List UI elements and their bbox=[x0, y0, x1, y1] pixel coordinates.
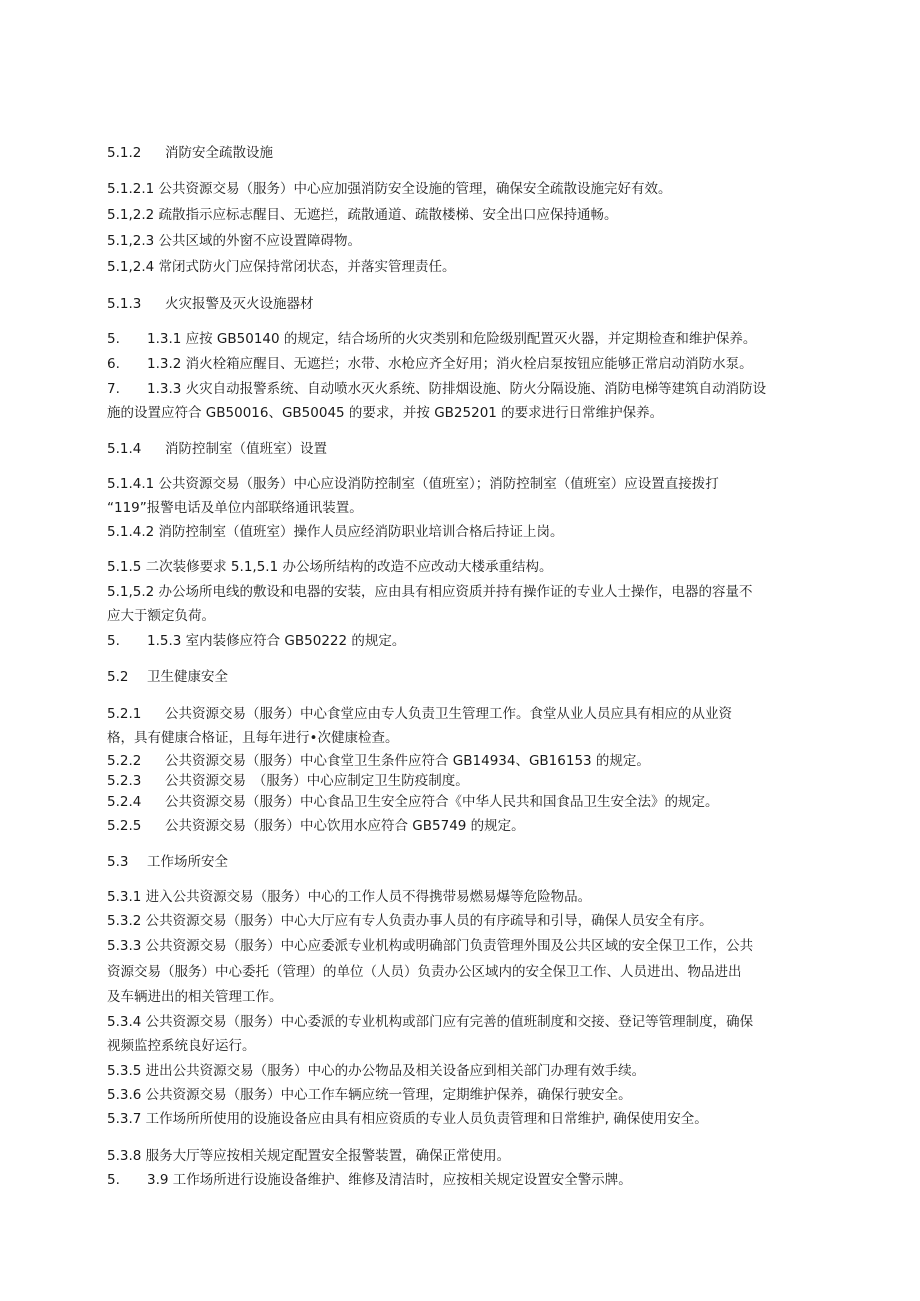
heading-5-3: 5.3 工作场所安全 bbox=[107, 854, 228, 870]
paragraph-line: 5.3.6 公共资源交易（服务）中心工作车辆应统一管理，定期维护保养，确保行驶安全。 bbox=[107, 1087, 632, 1103]
paragraph-line: 5.1.2.1 公共资源交易（服务）中心应加强消防安全设施的管理，确保安全疏散设施完好有效。 bbox=[107, 181, 672, 197]
paragraph-line: 7. 1.3.3 火灾自动报警系统、自动喷水灭火系统、防排烟设施、防火分隔设施、消防电梯等建筑自动消防设 bbox=[107, 381, 767, 397]
paragraph-line: 5. 1.5.3 室内装修应符合 GB50222 的规定。 bbox=[107, 633, 406, 649]
paragraph-line: 5. 3.9 工作场所进行设施设备维护、维修及清洁时，应按相关规定设置安全警示牌。 bbox=[107, 1172, 632, 1188]
paragraph-line: 5.1,2.2 疏散指示应标志醒目、无遮拦，疏散通道、疏散楼梯、安全出口应保持通畅。 bbox=[107, 207, 618, 223]
paragraph-line: 5.2.2 公共资源交易（服务）中心食堂卫生条件应符合 GB14934、GB16153 的规定。 bbox=[107, 753, 650, 769]
paragraph-line: 5.1,5.2 办公场所电线的敷设和电器的安装，应由具有相应资质并持有操作证的专业人士操作，电器的容量不 bbox=[107, 584, 753, 600]
heading-5-2: 5.2 卫生健康安全 bbox=[107, 669, 228, 685]
heading-5-1-2: 5.1.2 消防安全疏散设施 bbox=[107, 145, 273, 161]
paragraph-line: 5.2.1 公共资源交易（服务）中心食堂应由专人负责卫生管理工作。食堂从业人员应具有相应的从业资 bbox=[107, 706, 732, 722]
paragraph-line: 施的设置应符合 GB50016、GB50045 的要求，并按 GB25201 的要求进行日常维护保养。 bbox=[107, 405, 664, 421]
paragraph-line: 5.3.1 进入公共资源交易（服务）中心的工作人员不得携带易燃易爆等危险物品。 bbox=[107, 889, 592, 905]
paragraph-line: 5.3.4 公共资源交易（服务）中心委派的专业机构或部门应有完善的值班制度和交接、登记等管理制度，确保 bbox=[107, 1014, 754, 1030]
paragraph-line: 资源交易（服务）中心委托（管理）的单位（人员）负责办公区域内的安全保卫工作、人员进出、物品进出 bbox=[107, 964, 742, 980]
paragraph-line: 5.2.5 公共资源交易（服务）中心饮用水应符合 GB5749 的规定。 bbox=[107, 818, 525, 834]
paragraph-line: 视频监控系统良好运行。 bbox=[107, 1038, 256, 1054]
paragraph-line: 格，具有健康合格证，且每年进行•次健康检查。 bbox=[107, 730, 399, 746]
paragraph-line: 5.3.8 服务大厅等应按相关规定配置安全报警装置，确保正常使用。 bbox=[107, 1148, 511, 1164]
paragraph-line: 及车辆进出的相关管理工作。 bbox=[107, 989, 283, 1005]
heading-5-1-4: 5.1.4 消防控制室（值班室）设置 bbox=[107, 441, 327, 457]
paragraph-line: 5.1.5 二次装修要求 5.1,5.1 办公场所结构的改造不应改动大楼承重结构。 bbox=[107, 559, 553, 575]
paragraph-line: 应大于额定负荷。 bbox=[107, 608, 215, 624]
heading-5-1-3: 5.1.3 火灾报警及灭火设施器材 bbox=[107, 296, 314, 312]
paragraph-line: 5.3.3 公共资源交易（服务）中心应委派专业机构或明确部门负责管理外围及公共区域的安全保卫工作，公共 bbox=[107, 938, 754, 954]
paragraph-line: 5.1.4.2 消防控制室（值班室）操作人员应经消防职业培训合格后持证上岗。 bbox=[107, 524, 564, 540]
paragraph-line: 5.1,2.4 常闭式防火门应保持常闭状态，并落实管理责任。 bbox=[107, 259, 456, 275]
paragraph-line: 5.1.4.1 公共资源交易（服务）中心应设消防控制室（值班室）；消防控制室（值班室）应设置直接拨打 bbox=[107, 476, 719, 492]
paragraph-line: 5.2.3 公共资源交易 （服务）中心应制定卫生防疫制度。 bbox=[107, 773, 469, 789]
paragraph-line: 5.3.5 进出公共资源交易（服务）中心的办公物品及相关设备应到相关部门办理有效手续。 bbox=[107, 1063, 646, 1079]
paragraph-line: 5.2.4 公共资源交易（服务）中心食品卫生安全应符合《中华人民共和国食品卫生安全法》的规定。 bbox=[107, 794, 719, 810]
paragraph-line: 5. 1.3.1 应按 GB50140 的规定，结合场所的火灾类别和危险级别配置灭火器，并定期检查和维护保养。 bbox=[107, 331, 757, 347]
paragraph-line: 5.3.7 工作场所所使用的设施设备应由具有相应资质的专业人员负责管理和日常维护, 确保使用安全。 bbox=[107, 1111, 708, 1127]
paragraph-line: 6. 1.3.2 消火栓箱应醒目、无遮拦；水带、水枪应齐全好用；消火栓启泵按钮应能够正常启动消防水泵。 bbox=[107, 356, 753, 372]
paragraph-line: 5.1,2.3 公共区域的外窗不应设置障碍物。 bbox=[107, 233, 362, 249]
paragraph-line: “119”报警电话及单位内部联络通讯装置。 bbox=[107, 500, 363, 516]
paragraph-line: 5.3.2 公共资源交易（服务）中心大厅应有专人负责办事人员的有序疏导和引导，确保人员安全有序。 bbox=[107, 913, 713, 929]
